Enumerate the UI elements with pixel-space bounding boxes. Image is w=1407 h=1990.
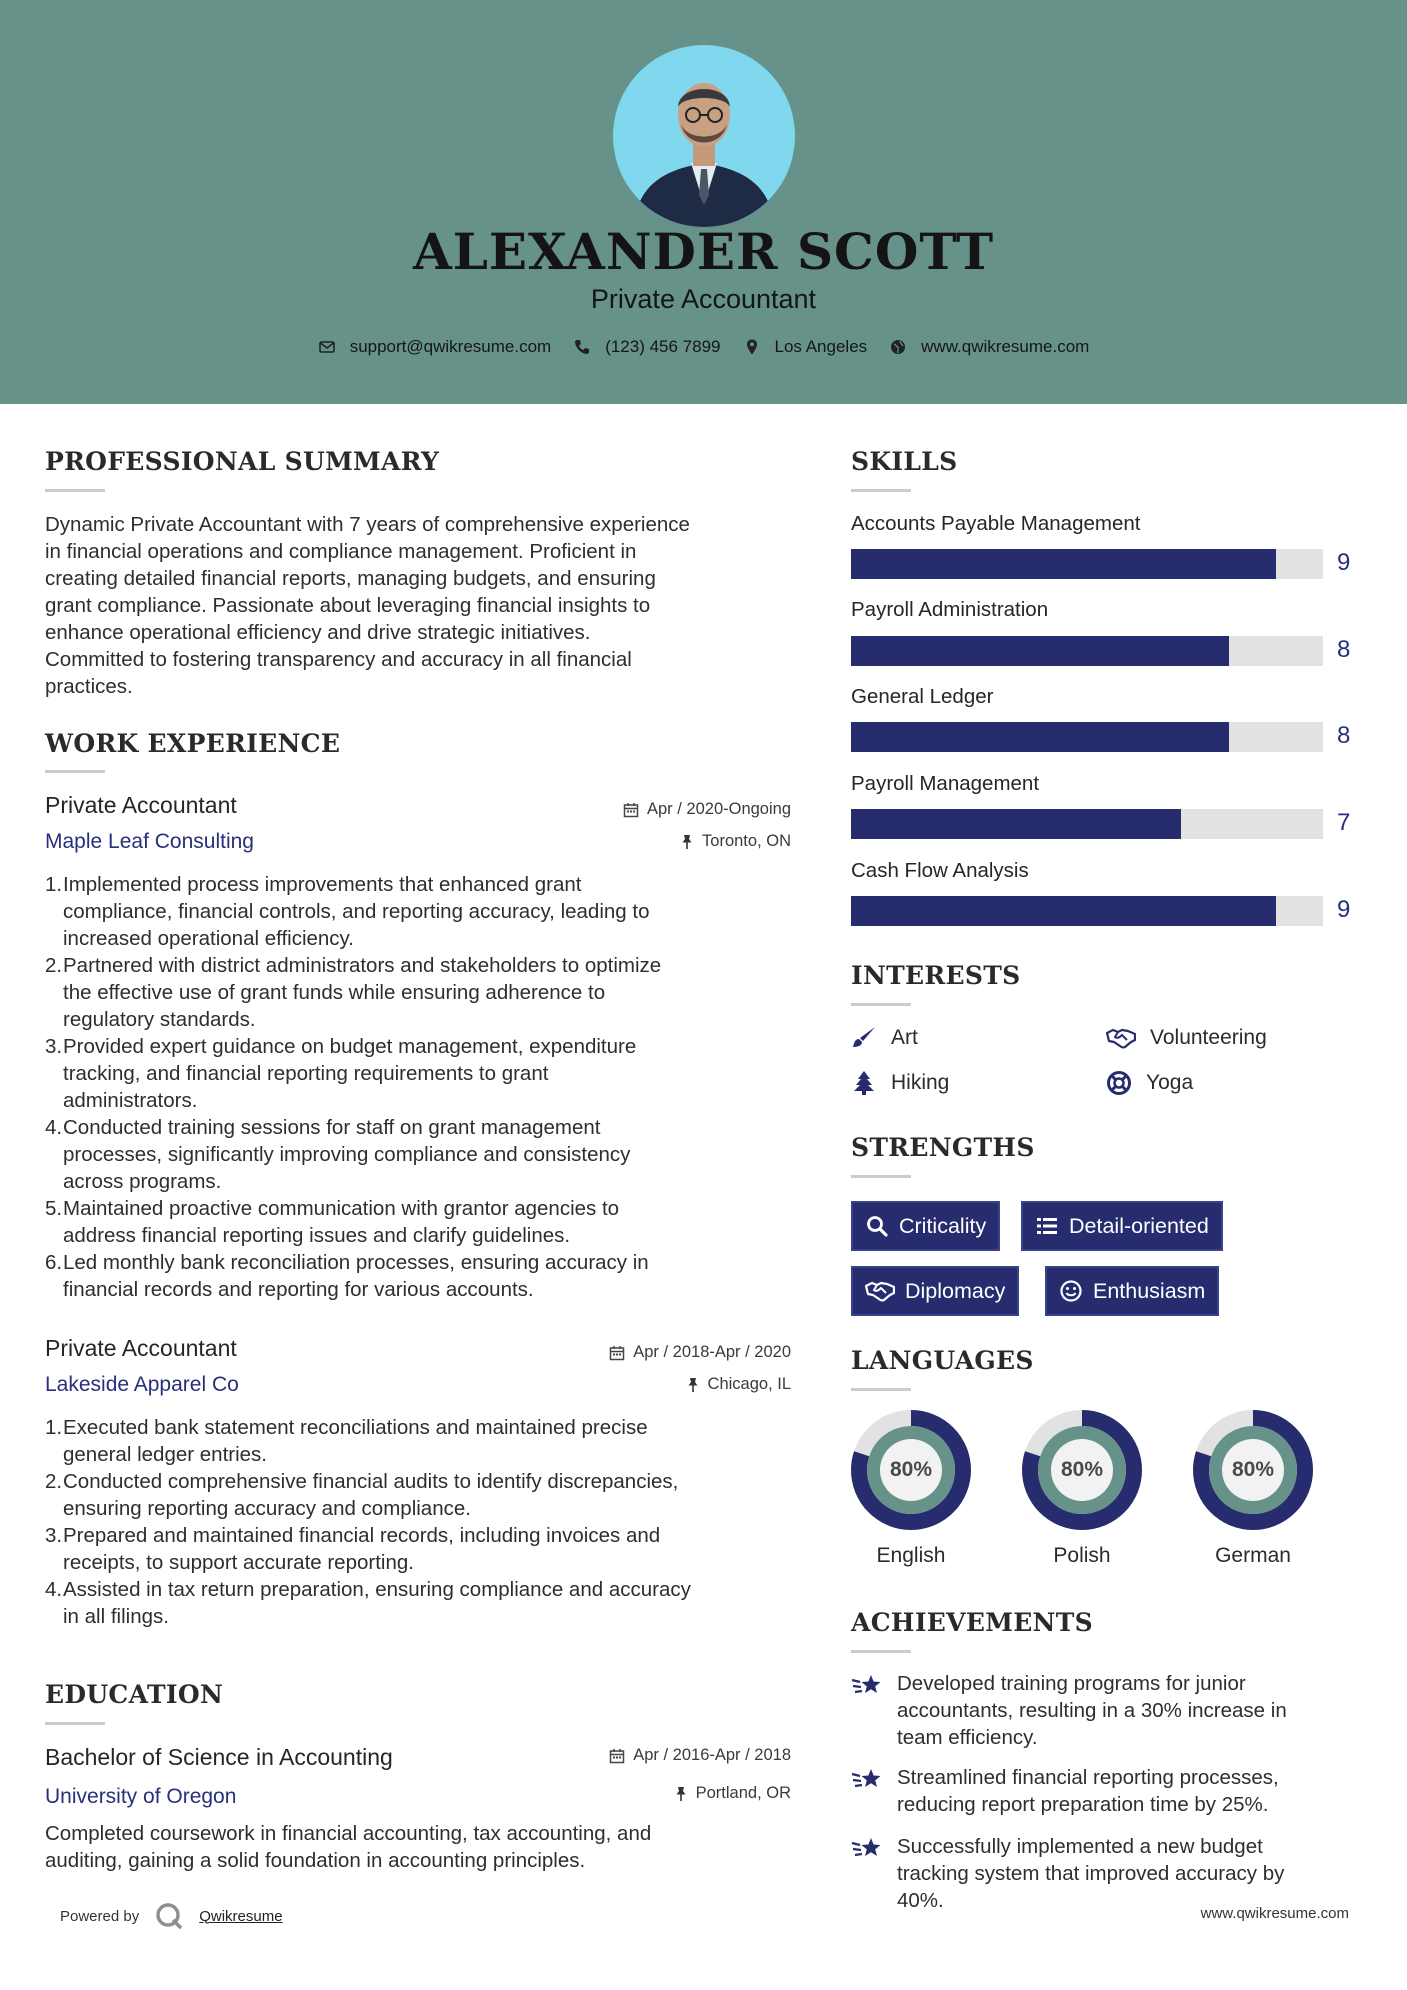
interest-label: Volunteering xyxy=(1150,1026,1267,1049)
language-chart xyxy=(849,1408,973,1532)
list-item: 5. Maintained proactive communication with grantor agencies to address financial reporting issues and clarify guidelines. xyxy=(45,1197,620,1247)
email-icon xyxy=(318,338,336,356)
strength-badge xyxy=(851,1201,1000,1251)
strength-badge xyxy=(1021,1201,1223,1251)
pin-icon xyxy=(686,1377,700,1393)
skill-bar-fill xyxy=(851,636,1229,666)
skills-heading: SKILLS xyxy=(851,447,958,476)
handshake-icon xyxy=(1106,1025,1136,1051)
contact-email[interactable] xyxy=(318,337,552,357)
languages-divider xyxy=(851,1388,911,1391)
summary-line: Dynamic Private Accountant with 7 years of comprehensive experience xyxy=(45,513,690,536)
strength-label: Criticality xyxy=(899,1213,987,1238)
skill-label: Payroll Management xyxy=(851,772,1040,795)
skill-label: General Ledger xyxy=(851,685,994,708)
language-percent: 80% xyxy=(1231,1458,1275,1481)
contact-phone-text: (123) 456 7899 xyxy=(605,337,721,356)
strengths-heading: STRENGTHS xyxy=(851,1133,1035,1162)
powered-by-text: Powered by xyxy=(60,1907,140,1925)
skill-bar-fill xyxy=(851,809,1181,839)
job-date xyxy=(623,800,791,819)
strengths-divider xyxy=(851,1175,911,1178)
skill-score: 8 xyxy=(1337,722,1351,749)
contact-location xyxy=(743,337,868,357)
education-date-text: Apr / 2016-Apr / 2018 xyxy=(633,1746,791,1764)
strength-label: Diplomacy xyxy=(905,1278,1006,1303)
education-date xyxy=(609,1746,791,1765)
pin-icon xyxy=(674,1786,688,1802)
interest-label: Art xyxy=(891,1026,918,1049)
summary-text xyxy=(45,511,805,700)
summary-line: creating detailed financial reports, managing budgets, and ensuring xyxy=(45,567,656,590)
work-heading: WORK EXPERIENCE xyxy=(45,729,341,758)
list-item: 3. Prepared and maintained financial records, including invoices and receipts, to support accurate reporting. xyxy=(45,1524,661,1574)
language-percent: 80% xyxy=(889,1458,933,1481)
skill-score: 9 xyxy=(1337,896,1351,923)
contact-bar xyxy=(0,337,1407,357)
company-name: Maple Leaf Consulting xyxy=(45,830,254,853)
job-date-text: Apr / 2018-Apr / 2020 xyxy=(633,1343,791,1361)
language-percent: 80% xyxy=(1060,1458,1104,1481)
language-chart xyxy=(1020,1408,1144,1532)
achievement-item xyxy=(851,1670,1361,1751)
achievement-item xyxy=(851,1764,1361,1818)
summary-line: practices. xyxy=(45,675,133,698)
globe-icon xyxy=(889,338,907,356)
interest-label: Hiking xyxy=(891,1071,950,1094)
paintbrush-icon xyxy=(851,1025,877,1051)
education-description: Completed coursework in financial accounting, tax accounting, and auditing, gaining a solid foundation in accounting principles. xyxy=(45,1822,652,1872)
summary-line: in financial operations and compliance management. Proficient in xyxy=(45,540,637,563)
skill-score: 7 xyxy=(1337,809,1351,836)
skill-bar xyxy=(851,896,1323,926)
work-divider xyxy=(45,770,105,773)
skill-bar xyxy=(851,549,1323,579)
strength-badge xyxy=(851,1266,1019,1316)
contact-email-text: support@qwikresume.com xyxy=(349,337,552,356)
achievements-heading: ACHIEVEMENTS xyxy=(851,1608,1093,1637)
lifebuoy-icon xyxy=(1106,1070,1132,1096)
school-name: University of Oregon xyxy=(45,1785,237,1808)
language-name: German xyxy=(1215,1544,1291,1567)
list-item: 6. Led monthly bank reconciliation processes, ensuring accuracy in financial records and reporting for various accounts. xyxy=(45,1251,649,1301)
powered-by xyxy=(60,1900,283,1932)
strength-label: Enthusiasm xyxy=(1093,1278,1206,1303)
achievement-text: Developed training programs for junior accountants, resulting in a 30% increase in team efficiency. xyxy=(897,1672,1287,1749)
job-title: Private Accountant xyxy=(45,1335,237,1361)
skill-bar-fill xyxy=(851,896,1276,926)
phone-icon xyxy=(573,338,591,356)
skill-bar xyxy=(851,722,1323,752)
interest-item xyxy=(851,1070,949,1096)
achievements-divider xyxy=(851,1650,911,1653)
education-location xyxy=(674,1784,791,1803)
footer-website[interactable]: www.qwikresume.com xyxy=(1200,1905,1349,1922)
skill-score: 8 xyxy=(1337,636,1351,663)
education-heading: EDUCATION xyxy=(45,1680,224,1709)
contact-phone[interactable] xyxy=(573,337,720,357)
list-item: 2. Partnered with district administrators and stakeholders to optimize the effective use of grant funds while ensuring adherence to regulatory standards. xyxy=(45,954,662,1031)
handshake-icon xyxy=(865,1279,895,1303)
job-responsibilities xyxy=(45,1414,805,1630)
contact-website[interactable] xyxy=(889,337,1089,357)
education-location-text: Portland, OR xyxy=(695,1784,791,1802)
pin-icon xyxy=(680,834,694,850)
search-icon xyxy=(865,1214,889,1238)
candidate-role: Private Accountant xyxy=(590,284,817,314)
strength-label: Detail-oriented xyxy=(1069,1213,1209,1238)
contact-location-text: Los Angeles xyxy=(774,337,868,356)
list-item: 4. Conducted training sessions for staff on grant management processes, significantly improving compliance and consistency across programs. xyxy=(45,1116,631,1193)
skill-score: 9 xyxy=(1337,549,1351,576)
calendar-icon xyxy=(609,1345,625,1361)
resume-header xyxy=(0,0,1407,404)
shooting-star-icon xyxy=(851,1766,883,1794)
summary-line: Committed to fostering transparency and accuracy in all financial xyxy=(45,648,632,671)
skill-bar-fill xyxy=(851,549,1276,579)
smile-icon xyxy=(1059,1279,1083,1303)
language-name: Polish xyxy=(1053,1544,1111,1567)
shooting-star-icon xyxy=(851,1835,883,1863)
summary-heading: PROFESSIONAL SUMMARY xyxy=(45,447,440,476)
achievement-item xyxy=(851,1833,1361,1914)
skills-divider xyxy=(851,489,911,492)
shooting-star-icon xyxy=(851,1672,883,1700)
interests-heading: INTERESTS xyxy=(851,961,1021,990)
skill-bar xyxy=(851,809,1323,839)
education-divider xyxy=(45,1722,105,1725)
strength-badge xyxy=(1045,1266,1219,1316)
candidate-name: ALEXANDER SCOTT xyxy=(412,222,995,281)
job-location-text: Chicago, IL xyxy=(707,1375,791,1393)
list-icon xyxy=(1035,1214,1059,1238)
job-location-text: Toronto, ON xyxy=(702,832,791,850)
skill-label: Cash Flow Analysis xyxy=(851,859,1029,882)
interest-item xyxy=(851,1025,918,1051)
languages-heading: LANGUAGES xyxy=(851,1346,1034,1375)
list-item: 4. Assisted in tax return preparation, ensuring compliance and accuracy in all filings. xyxy=(45,1578,691,1628)
job-title: Private Accountant xyxy=(45,792,237,818)
summary-line: enhance operational efficiency and drive strategic initiatives. xyxy=(45,621,591,644)
job-responsibilities xyxy=(45,871,805,1303)
calendar-icon xyxy=(623,802,639,818)
contact-website-text: www.qwikresume.com xyxy=(921,337,1090,356)
skill-bar-fill xyxy=(851,722,1229,752)
degree-title: Bachelor of Science in Accounting xyxy=(45,1744,393,1770)
skill-label: Accounts Payable Management xyxy=(851,512,1141,535)
skill-bar xyxy=(851,636,1323,666)
language-name: English xyxy=(876,1544,946,1567)
interests-divider xyxy=(851,1003,911,1006)
list-item: 1. Implemented process improvements that enhanced grant compliance, financial controls, and reporting accuracy, leading to increased operational efficiency. xyxy=(45,873,650,950)
summary-divider xyxy=(45,489,105,492)
summary-line: grant compliance. Passionate about leveraging financial insights to xyxy=(45,594,651,617)
job-date xyxy=(609,1343,791,1362)
interest-label: Yoga xyxy=(1146,1071,1194,1094)
qwikresume-link[interactable]: Qwikresume xyxy=(199,1907,283,1925)
language-chart xyxy=(1191,1408,1315,1532)
job-location xyxy=(680,832,791,851)
interest-item xyxy=(1106,1070,1193,1096)
achievement-text: Streamlined financial reporting processes, reducing report preparation time by 25%. xyxy=(897,1766,1279,1816)
job-date-text: Apr / 2020-Ongoing xyxy=(646,800,791,818)
job-location xyxy=(686,1375,791,1394)
person-silhouette-icon xyxy=(613,45,795,227)
skill-label: Payroll Administration xyxy=(851,598,1049,621)
list-item: 3. Provided expert guidance on budget management, expenditure tracking, and financial reporting requirements to grant administrators. xyxy=(45,1035,637,1112)
tree-icon xyxy=(851,1070,877,1096)
qwikresume-logo-icon xyxy=(153,1900,185,1932)
list-item: 2. Conducted comprehensive financial audits to identify discrepancies, ensuring reporting accuracy and compliance. xyxy=(45,1470,679,1520)
company-name: Lakeside Apparel Co xyxy=(45,1373,239,1396)
interest-item xyxy=(1106,1025,1267,1051)
calendar-icon xyxy=(609,1748,625,1764)
achievement-text: Successfully implemented a new budget tracking system that improved accuracy by 40%. xyxy=(897,1835,1285,1912)
location-icon xyxy=(743,338,761,356)
profile-photo xyxy=(613,45,795,227)
list-item: 1. Executed bank statement reconciliations and maintained precise general ledger entries. xyxy=(45,1416,648,1466)
